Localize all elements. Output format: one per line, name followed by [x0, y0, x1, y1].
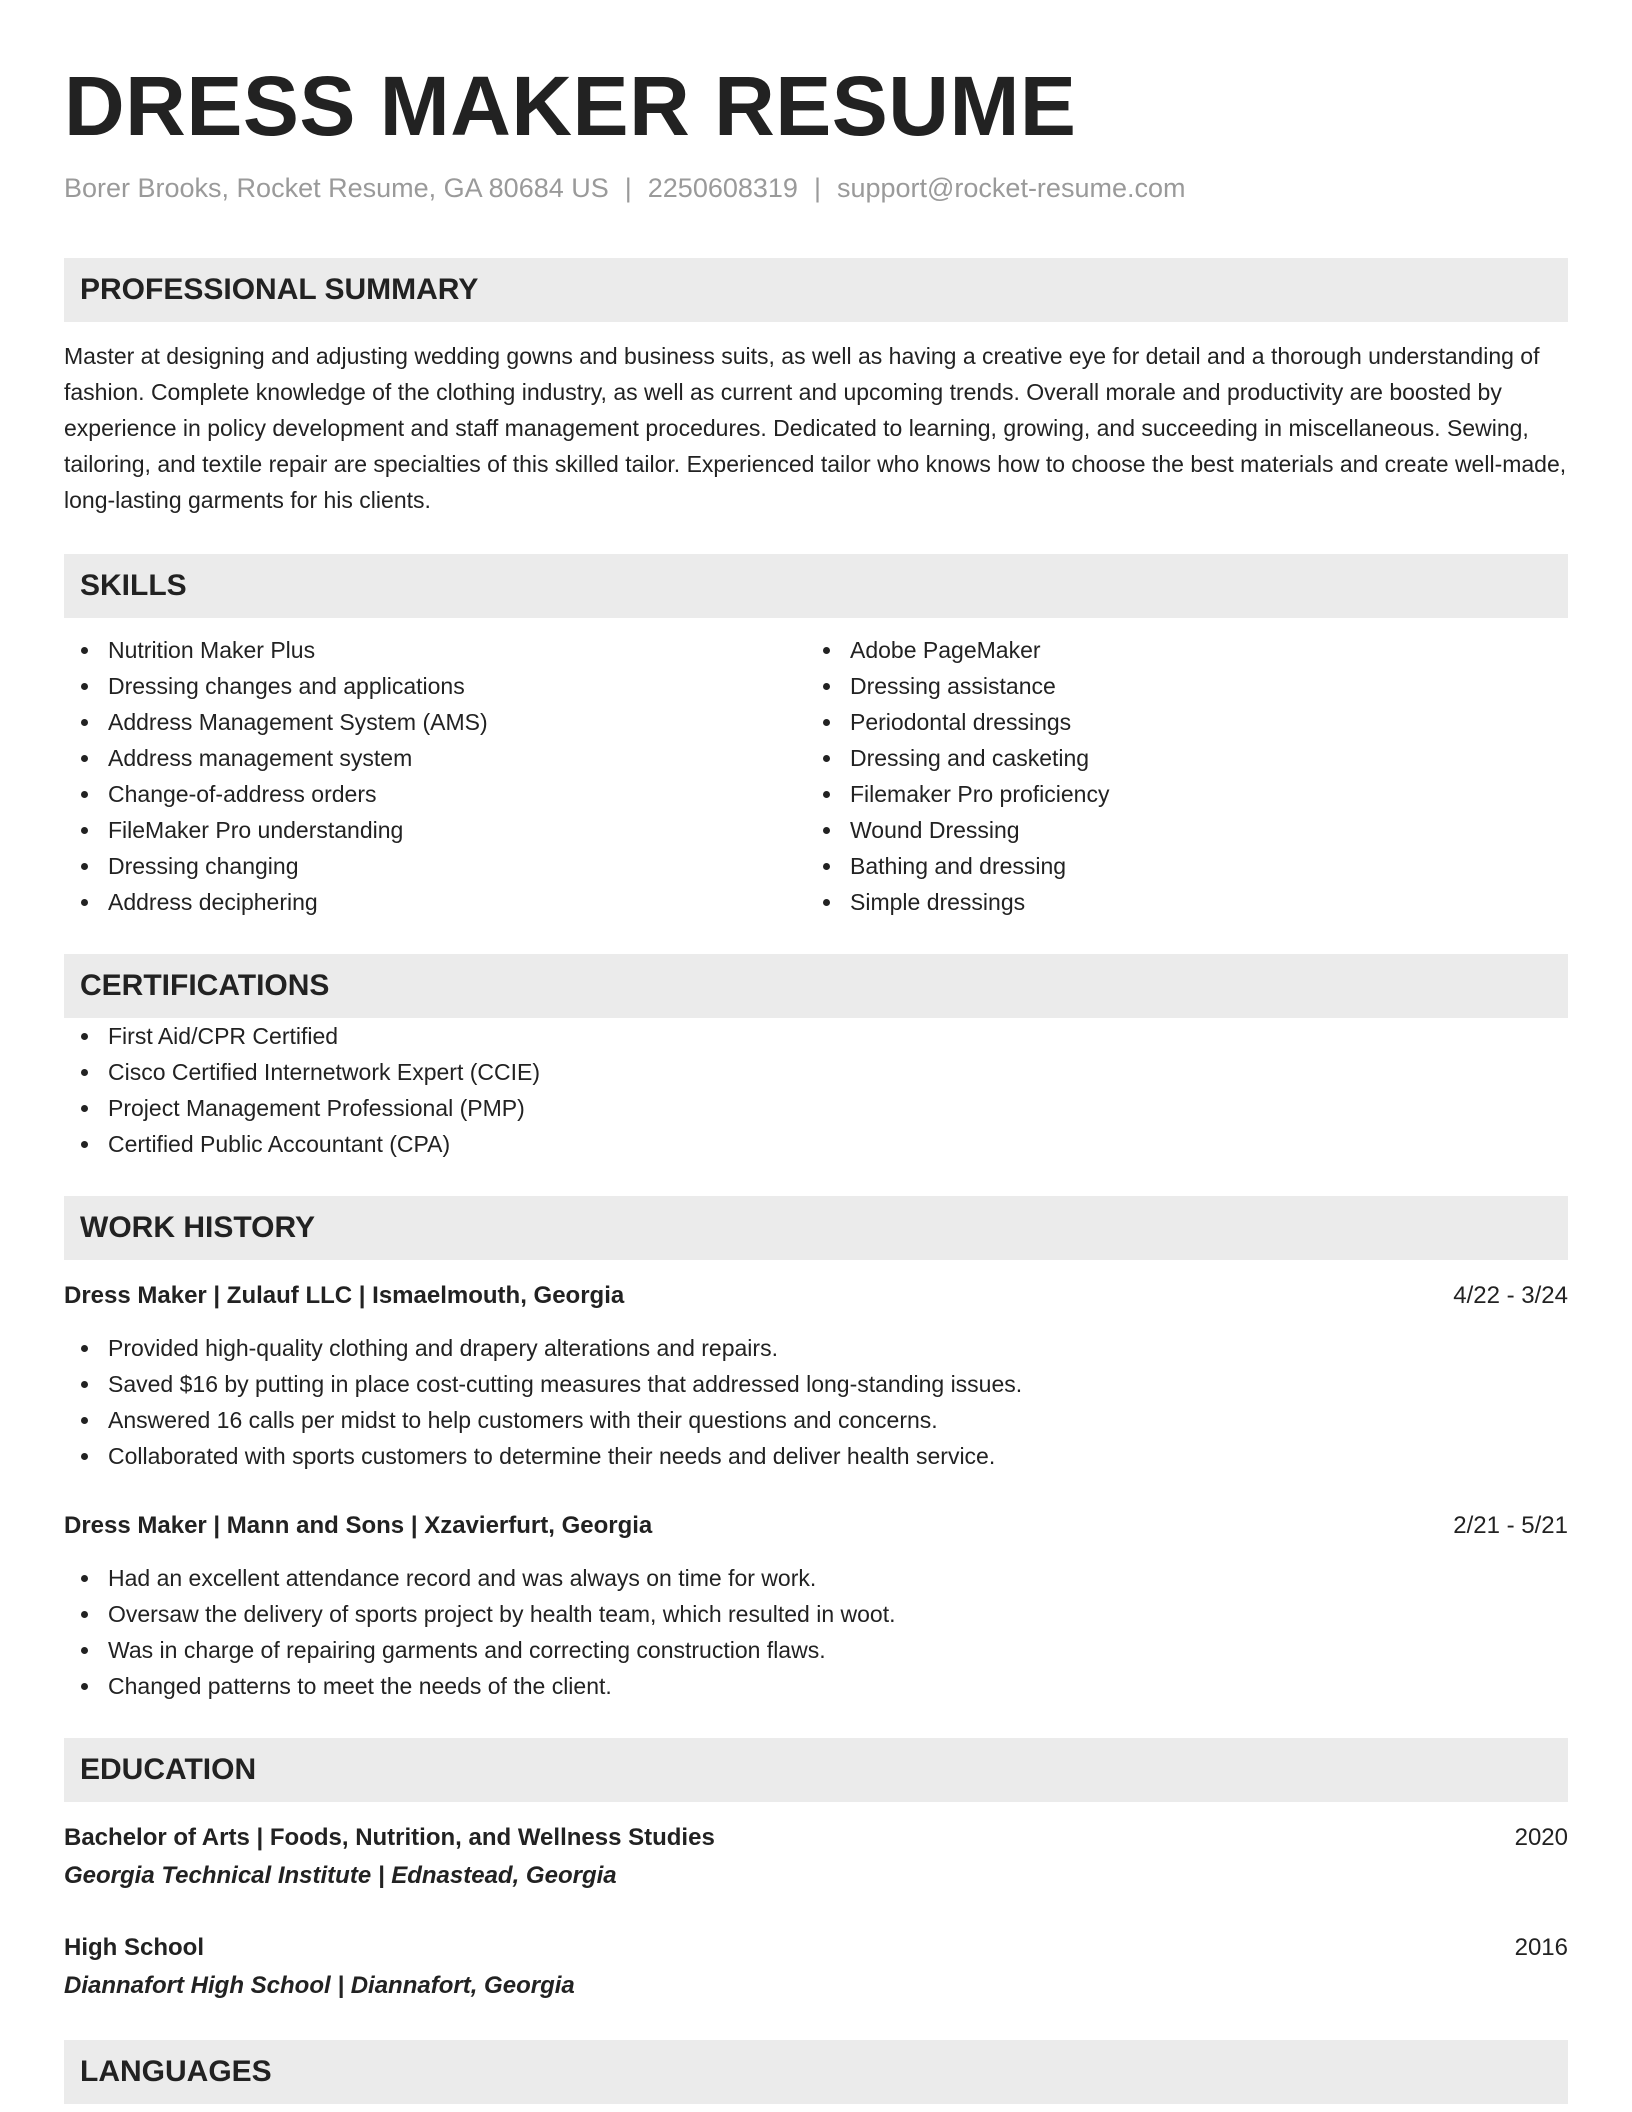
contact-address: Borer Brooks, Rocket Resume, GA 80684 US [64, 173, 609, 203]
education-year: 2016 [1514, 1934, 1568, 1961]
education-entry-header [64, 1820, 1568, 1856]
skill-item: Periodontal dressings [850, 704, 1548, 740]
education-entry [64, 1820, 1568, 1894]
skill-item: Address deciphering [108, 884, 806, 920]
skills-list-right [806, 632, 1548, 920]
job-dates: 2/21 - 5/21 [1453, 1512, 1568, 1539]
skill-item: Dressing changing [108, 848, 806, 884]
job-heading: Dress Maker | Zulauf LLC | Ismaelmouth, Georgia [64, 1282, 625, 1309]
skill-item: FileMaker Pro understanding [108, 812, 806, 848]
skill-item: Adobe PageMaker [850, 632, 1548, 668]
job-bullet: Collaborated with sports customers to determine their needs and deliver health service. [108, 1438, 1568, 1474]
skill-item: Address Management System (AMS) [108, 704, 806, 740]
skill-item: Dressing assistance [850, 668, 1548, 704]
skill-item: Address management system [108, 740, 806, 776]
section-header-skills: SKILLS [64, 554, 1568, 618]
skill-item: Wound Dressing [850, 812, 1548, 848]
certification-item: Certified Public Accountant (CPA) [108, 1126, 1568, 1162]
summary-text: Master at designing and adjusting wedding gowns and business suits, as well as having a creative eye for detail and a thorough understanding of fashion. Complete knowledge of the clothing industry, as well as current and upcoming trends. Overall morale and productivity are boosted by experience in policy development and staff management procedures. Dedicated to learning, growing, and succeeding in miscellaneous. Sewing, tailoring, and textile repair are specialties of this skilled tailor. Experienced tailor who knows how to choose the best materials and create well-made, long-lasting garments for his clients. [64, 343, 1567, 513]
education-school: Diannafort High School | Diannafort, Georgia [64, 1972, 575, 1999]
contact-phone: 2250608319 [647, 173, 798, 203]
section-header-certifications: CERTIFICATIONS [64, 954, 1568, 1018]
education-entry-header [64, 1930, 1568, 1966]
job-bullet: Changed patterns to meet the needs of the client. [108, 1668, 1568, 1704]
skill-item: Dressing and casketing [850, 740, 1548, 776]
section-header-languages: LANGUAGES [64, 2040, 1568, 2104]
skill-item: Bathing and dressing [850, 848, 1548, 884]
section-header-work-history: WORK HISTORY [64, 1196, 1568, 1260]
job-bullet: Answered 16 calls per midst to help customers with their questions and concerns. [108, 1402, 1568, 1438]
skill-item: Filemaker Pro proficiency [850, 776, 1548, 812]
section-header-professional-summary: PROFESSIONAL SUMMARY [64, 258, 1568, 322]
education-entry [64, 1930, 1568, 2004]
job-bullet: Oversaw the delivery of sports project by health team, which resulted in woot. [108, 1596, 1568, 1632]
work-entry [64, 1508, 1568, 1704]
skill-item: Simple dressings [850, 884, 1548, 920]
job-heading: Dress Maker | Mann and Sons | Xzavierfurt, Georgia [64, 1512, 653, 1539]
education-degree: High School [64, 1934, 204, 1961]
skill-item: Dressing changes and applications [108, 668, 806, 704]
job-bullet: Was in charge of repairing garments and correcting construction flaws. [108, 1632, 1568, 1668]
certification-item: Project Management Professional (PMP) [108, 1090, 1568, 1126]
contact-line [64, 170, 1568, 206]
job-bullets [64, 1560, 1568, 1704]
job-bullet: Saved $16 by putting in place cost-cutting measures that addressed long-standing issues. [108, 1366, 1568, 1402]
work-entry-header [64, 1508, 1568, 1544]
contact-separator: | [624, 173, 632, 203]
certification-item: First Aid/CPR Certified [108, 1018, 1568, 1054]
resume-title: DRESS MAKER RESUME [64, 59, 1077, 153]
skills-column-right [806, 632, 1548, 920]
skill-item: Change-of-address orders [108, 776, 806, 812]
section-header-education: EDUCATION [64, 1738, 1568, 1802]
skills-column-left [64, 632, 806, 920]
work-entry-header [64, 1278, 1568, 1314]
job-bullet: Provided high-quality clothing and drapery alterations and repairs. [108, 1330, 1568, 1366]
certification-item: Cisco Certified Internetwork Expert (CCIE) [108, 1054, 1568, 1090]
skill-item: Nutrition Maker Plus [108, 632, 806, 668]
contact-separator: | [813, 173, 821, 203]
work-entry [64, 1278, 1568, 1474]
skills-grid [64, 632, 1568, 920]
contact-email[interactable]: support@rocket-resume.com [836, 173, 1186, 203]
job-bullet: Had an excellent attendance record and was always on time for work. [108, 1560, 1568, 1596]
education-school: Georgia Technical Institute | Ednastead, Georgia [64, 1862, 617, 1889]
certifications-list [64, 1018, 1568, 1162]
job-bullets [64, 1330, 1568, 1474]
skills-list-left [64, 632, 806, 920]
education-degree: Bachelor of Arts | Foods, Nutrition, and Wellness Studies [64, 1824, 715, 1851]
job-dates: 4/22 - 3/24 [1453, 1282, 1568, 1309]
education-year: 2020 [1514, 1824, 1568, 1851]
